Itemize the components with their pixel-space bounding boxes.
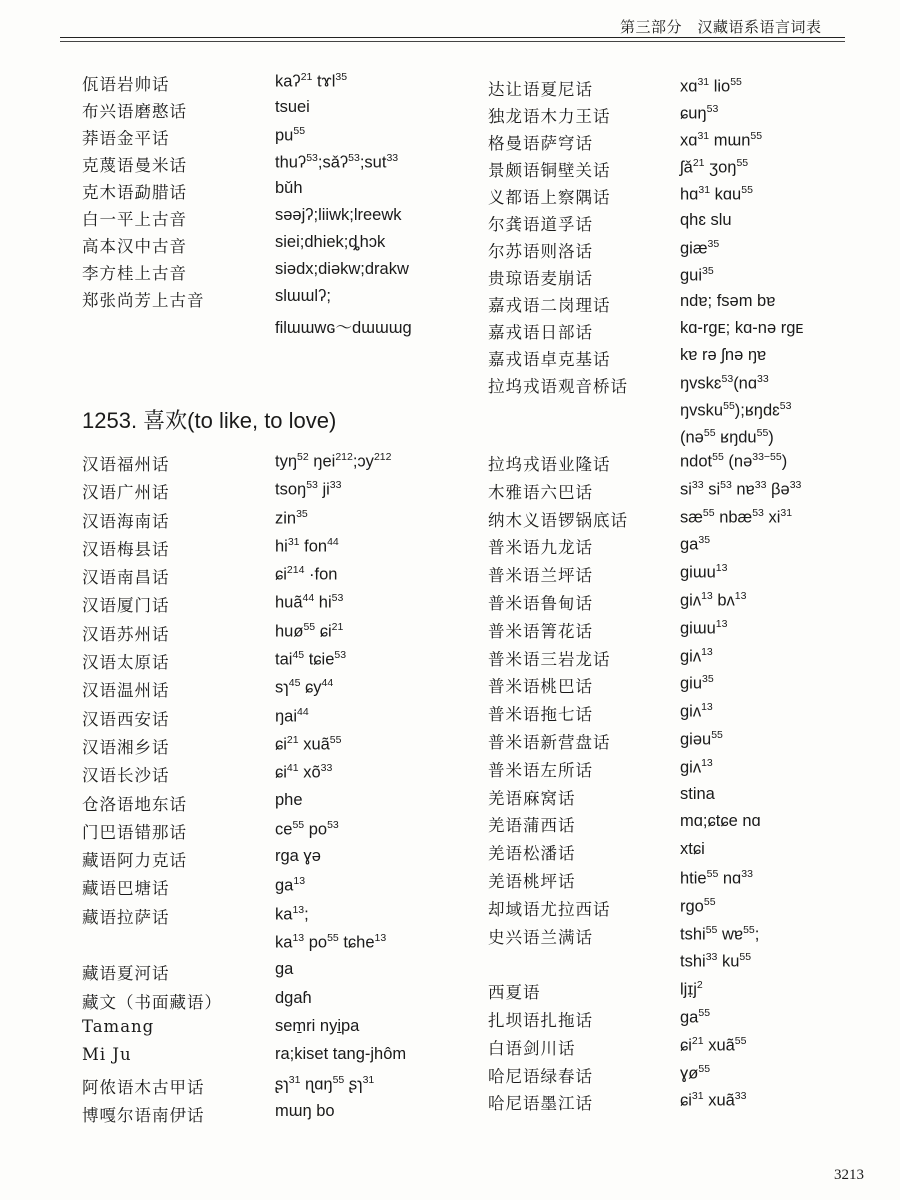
word-form: giæ$^{35}$ [680, 238, 720, 258]
language-name: 羌语麻窝话 [488, 788, 576, 808]
language-name: 门巴语错那话 [82, 822, 187, 842]
language-name: 李方桂上古音 [82, 264, 187, 283]
language-name: 博嘎尔语南伊话 [82, 1105, 205, 1125]
word-form: htie$^{55}$ nɑ$^{33}$ [680, 867, 753, 888]
word-form: stina [680, 784, 715, 803]
word-form: tshi$^{55}$ wɐ$^{55}$; [680, 923, 760, 944]
language-name: 格曼语萨穹话 [488, 134, 593, 153]
language-name: 西夏语 [488, 983, 541, 1003]
page-number: 3213 [834, 1167, 864, 1183]
word-form: huã$^{44}$ $hi^{53}$ [275, 592, 344, 612]
language-name: 藏语阿力克话 [82, 851, 187, 871]
word-form: thuʔ$^{53}$;sǎʔ$^{53}$;sut$^{33}$ [275, 152, 399, 172]
word-form: gui$^{35}$ [680, 265, 714, 285]
word-form: siədx;diəkw;drakw [275, 260, 409, 278]
word-form: huø$^{55}$ ɕi$^{21}$ [275, 620, 344, 641]
word-form: tshi$^{33}$ $ku^{55}$ [680, 951, 752, 971]
word-form: səəjʔ;liiwk;lreewk [275, 206, 402, 224]
language-name: 汉语太原话 [82, 653, 170, 673]
language-name: 佤语岩帅话 [82, 75, 170, 94]
word-form: giu$^{35}$ [680, 673, 714, 693]
word-form: ŋai$^{44}$ [275, 705, 309, 726]
language-name: 哈尼语绿春话 [488, 1066, 593, 1086]
word-form: giʌ$^{13}$ bʌ$^{13}$ [680, 589, 747, 610]
language-name: 克蔑语曼米话 [82, 156, 187, 175]
language-name: 普米语左所话 [488, 760, 593, 780]
word-form: tyŋ$^{52}$ ŋei$^{212}$;ɔy$^{212}$ [275, 451, 392, 471]
language-name: 却域语尤拉西话 [488, 899, 611, 919]
language-name: 郑张尚芳上古音 [82, 291, 205, 310]
word-form: kɑ-rgᴇ; kɑ-nə rgᴇ [680, 319, 804, 337]
language-name: 普米语桃巴话 [488, 677, 593, 697]
language-name: 藏语夏河话 [82, 964, 170, 984]
language-name: Mi Ju [82, 1045, 132, 1065]
word-form: hɑ$^{31}$ kɑu$^{55}$ [680, 184, 753, 204]
word-form: xtɕi [680, 840, 705, 859]
word-form: giɯu$^{13}$ [680, 562, 728, 582]
language-name: 汉语海南话 [82, 511, 170, 531]
language-name: 拉坞戎语观音桥话 [488, 377, 628, 396]
language-name: 汉语湘乡话 [82, 737, 170, 757]
word-form: ndɐ; fsəm bɐ [680, 292, 776, 310]
word-form: giɯu$^{13}$ [680, 617, 728, 638]
language-name: 汉语温州话 [82, 681, 170, 701]
language-name: 阿侬语木古甲话 [82, 1077, 205, 1097]
word-form: $sæ^{55}$ nbæ$^{53}$ $xi^{31}$ [680, 506, 793, 527]
word-form: kaʔ$^{21}$ tɤl$^{35}$ [275, 71, 348, 91]
running-header: 第三部分 汉藏语系语言词表 [620, 18, 822, 36]
word-form: rga ɣə [275, 847, 321, 866]
language-name: Tamang [82, 1016, 155, 1036]
word-form: ɕi$^{31}$ xuã$^{33}$ [680, 1090, 747, 1110]
language-name: 景颇语铜壁关话 [488, 161, 611, 180]
word-form: ga [275, 960, 294, 979]
word-form: giʌ$^{13}$ [680, 756, 713, 777]
word-form: sem̱ri nyi̱pa [275, 1016, 360, 1035]
language-name: 白一平上古音 [82, 210, 187, 229]
word-form: ɕi$^{21}$ xuã$^{55}$ [275, 733, 342, 754]
language-name: 尔苏语则洛话 [488, 242, 593, 261]
word-form: ɕi$^{41}$ $xõ^{33}$ [275, 762, 333, 782]
word-form: ɕi$^{21}$ xuã$^{55}$ [680, 1034, 747, 1055]
language-name: 普米语箐花话 [488, 621, 593, 641]
language-name: 哈尼语墨江话 [488, 1094, 593, 1114]
word-form: phe [275, 790, 303, 809]
language-name: 布兴语磨憨话 [82, 102, 187, 121]
language-name: 尔龚语道孚话 [488, 215, 593, 234]
word-form: sɿ$^{45}$ ɕy$^{44}$ [275, 677, 334, 697]
language-name: 汉语厦门话 [82, 596, 170, 616]
language-name: 藏语巴塘话 [82, 879, 170, 899]
word-form: $ka^{13}$ $po^{55}$ tɕhe$^{13}$ [275, 932, 387, 952]
word-form: giʌ$^{13}$ [680, 701, 713, 721]
word-form: $ga^{35}$ [680, 534, 711, 554]
word-form: $pu^{55}$ [275, 125, 306, 145]
word-form: ŋvsku$^{55}$);ʁŋdɛ$^{53}$ [680, 400, 792, 420]
language-name: 扎坝语扎拖话 [488, 1010, 593, 1030]
word-form: xɑ$^{31}$ mɯn$^{55}$ [680, 130, 763, 150]
word-form: giəu$^{55}$ [680, 728, 723, 749]
language-name: 藏语拉萨话 [82, 907, 170, 927]
word-form: tai$^{45}$ tɕie$^{53}$ [275, 649, 347, 669]
word-form: giʌ$^{13}$ [680, 645, 713, 666]
language-name: 普米语鲁甸话 [488, 593, 593, 613]
language-name: 义都语上察隅话 [488, 188, 611, 207]
language-name: 汉语广州话 [82, 483, 170, 503]
word-form: tsuei [275, 98, 310, 116]
word-form: qhɛ slu [680, 211, 732, 229]
language-name: 达让语夏尼话 [488, 80, 593, 99]
language-name: 汉语西安话 [82, 709, 170, 729]
language-name: 木雅语六巴话 [488, 482, 593, 502]
word-form: ra;kiset tang-jhôm [275, 1045, 407, 1064]
language-name: 汉语长沙话 [82, 766, 170, 786]
language-name: 独龙语木力王话 [488, 107, 611, 126]
language-name: 汉语梅县话 [82, 539, 170, 559]
header-rule-thin [60, 41, 845, 42]
word-form: kɐ rə ʃnə ŋɐ [680, 346, 767, 364]
header-rule [60, 37, 845, 38]
language-name: 史兴语兰满话 [488, 927, 593, 947]
word-form: filɯɯwɢ～dɯɯɯg [275, 319, 412, 337]
language-name: 普米语拖七话 [488, 705, 593, 725]
word-form: $ce^{55}$ $po^{53}$ [275, 818, 339, 839]
language-name: 莽语金平话 [82, 129, 170, 148]
word-form: ɕuŋ$^{53}$ [680, 103, 719, 123]
language-name: 纳木义语锣锅底话 [488, 510, 628, 530]
word-form: ɣø$^{55}$ [680, 1062, 711, 1083]
language-name: 嘉戎语二岗理话 [488, 296, 611, 315]
language-name: 拉坞戎语业隆话 [488, 455, 611, 474]
language-name: 仓洛语地东话 [82, 794, 187, 814]
word-form: mɯŋ bo [275, 1101, 335, 1120]
word-form: dgaɦ [275, 988, 312, 1007]
language-name: 嘉戎语卓克基话 [488, 350, 611, 369]
word-form: tsoŋ$^{53}$ $ji^{33}$ [275, 479, 342, 499]
language-name: 普米语三岩龙话 [488, 649, 611, 669]
word-form: slɯɯlʔ; [275, 287, 331, 305]
language-name: 嘉戎语日部话 [488, 323, 593, 342]
word-form: $ka^{13}$; [275, 903, 309, 924]
word-form: rgo$^{55}$ [680, 895, 716, 916]
language-name: 汉语南昌话 [82, 568, 170, 588]
language-name: 普米语新营盘话 [488, 732, 611, 752]
language-name: 白语剑川话 [488, 1038, 576, 1058]
language-name: 汉语福州话 [82, 455, 170, 474]
language-name: 汉语苏州话 [82, 624, 170, 644]
word-form: ʃǎ$^{21}$ ʒoŋ$^{55}$ [680, 157, 749, 177]
word-form: ŋvskɛ$^{53}$(nɑ$^{33}$ [680, 373, 769, 393]
language-name: 羌语松潘话 [488, 844, 576, 864]
word-form: $hi^{31}$ fon$^{44}$ [275, 535, 339, 556]
language-name: 高本汉中古音 [82, 237, 187, 256]
word-form: $ga^{55}$ [680, 1006, 711, 1027]
word-form: siei;dhiek;ȡhɔk [275, 233, 386, 251]
word-form: zin$^{35}$ [275, 507, 308, 528]
language-name: 贵琼语麦崩话 [488, 269, 593, 288]
word-form: ɕi$^{214}$ ·fon [275, 564, 338, 584]
word-form: $si^{33}$ $si^{53}$ nɐ$^{33}$ βə$^{33}$ [680, 478, 802, 499]
language-name: 羌语桃坪话 [488, 871, 576, 891]
language-name: 普米语九龙话 [488, 538, 593, 558]
word-form: xɑ$^{31}$ lio$^{55}$ [680, 76, 742, 96]
language-name: 普米语兰坪话 [488, 566, 593, 586]
word-form: (nə$^{55}$ ʁŋdu$^{55}$) [680, 427, 774, 447]
language-name: 藏文（书面藏语） [82, 992, 222, 1012]
entry-title: 1253. 喜欢(to like, to love) [82, 408, 337, 433]
word-form: $ga^{13}$ [275, 875, 306, 895]
word-form: mɑ;ɕtɕe nɑ [680, 812, 761, 831]
word-form: ʂɿ$^{31}$ ɳɑŋ$^{55}$ ʂɿ$^{31}$ [275, 1073, 375, 1094]
word-form: bǔh [275, 179, 303, 197]
word-form: ndot$^{55}$ (nə$^{33-55}$) [680, 451, 788, 471]
language-name: 羌语蒲西话 [488, 816, 576, 836]
word-form: $ljɪ̣j^2$ [680, 979, 703, 999]
language-name: 克木语勐腊话 [82, 183, 187, 202]
